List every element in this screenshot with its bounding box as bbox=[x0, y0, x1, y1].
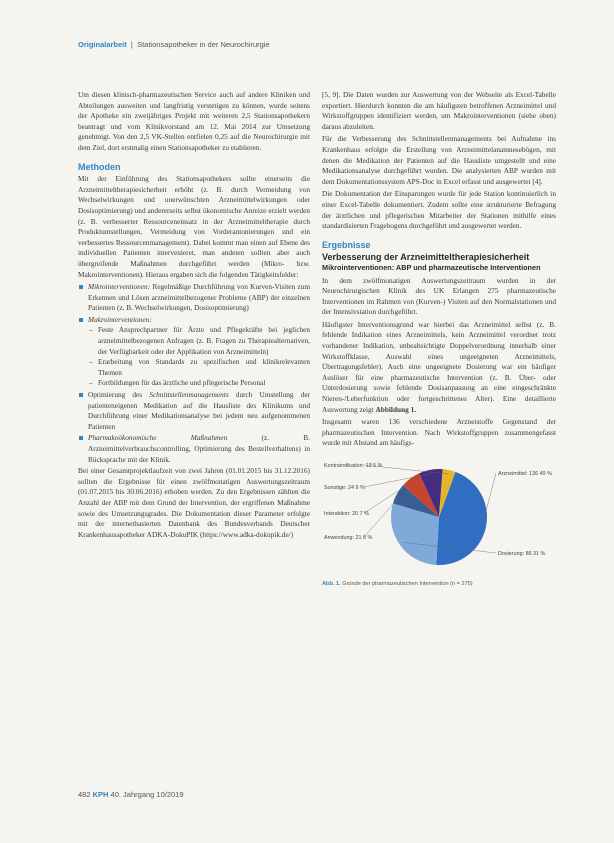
paragraph: [5, 9]. Die Daten wurden zur Auswertung von der Webseite als Excel-Tabelle exportiert. Hierdurch konnten die am häufigsten betroffenen Arzneimittel und Wirkstoffgruppen identifiziert werden, um Makrointerventionen (siehe oben) daraus abzuleiten. bbox=[322, 90, 556, 131]
slice-label: Kontraindikation: 13 5 % bbox=[324, 463, 383, 469]
figure-reference: Abbildung 1. bbox=[375, 404, 417, 414]
list-item bbox=[88, 390, 310, 432]
journal-name: KPH bbox=[92, 790, 109, 799]
methods-heading: Methoden bbox=[78, 161, 121, 172]
methods-paragraph: Mit der Einführung des Stationsapothekers sollte einerseits die Arzneimitteltherapiesicherheit erhöht (z. B. durch Vermeidung von Wechselwirkungen und unerwünschten Arzneimittelwirkungen oder Dosisoptimierung) und andererseits selbst ökonomische Anreize erzielt werden (z. B. verbesserter Ressourceneinsatz in der Arzneimitteltherapie durch Produktumstellungen, Vermeidung von Vorderantonierungen und ein verbessertes Ressourcenmanagement). Dabei kommt man einen auf Ebene des individuellen Patienten intervenieret, man andeten sollten aber auch übergreifende Maßnahmen durchgeführt werden (Mikro- bzw. Makrointerventionen). Hieraus ergaben sich die folgenden Tätigkeitsfelder: bbox=[78, 174, 310, 279]
slice-label: Arzneimittel: 136 49 % bbox=[498, 471, 552, 477]
slice-label: Anwendung: 21 8 % bbox=[324, 535, 373, 541]
caption-text: Gründe der pharmazeutischen Intervention (n = 275) bbox=[342, 581, 473, 587]
right-column bbox=[322, 90, 556, 590]
sub-list-item: – Erarbeitung von Standards zu spezifischen und klinikrelevanten Themen bbox=[98, 357, 310, 378]
sub-list-item: – Feste Ansprechpartner für Ärzte und Pflegekräfte bei jeglichen arzneimittelbezogenen Anfragen (z. B. Fragen zu Therapiealternativen, der Verfügbarkeit oder der Applikation von Arzneimitteln) bbox=[98, 325, 310, 357]
bullet-prefix: Optimierung des bbox=[88, 390, 143, 400]
caption-label: Abb. 1. bbox=[322, 581, 341, 587]
bullet-label: Makrointerventionen: bbox=[88, 314, 152, 324]
bullet-text: Regelmäßige Durchführung von Kurven-Visiten zum Erkennen und Lösen arzneimittelbezogener Probleme (ABP) der einzelnen Patienten (z. B. Wechselwirkungen, Dosisoptimierung) bbox=[88, 282, 310, 313]
slice-leader-line bbox=[482, 473, 496, 526]
figure-caption bbox=[322, 579, 556, 590]
list-item bbox=[88, 315, 310, 389]
article-type: Originalarbeit bbox=[78, 40, 127, 49]
outro-paragraph: Bei einer Gesamtprojektlaufzeit von zwei Jahren (01.01.2015 bis 31.12.2016) sollten die Ergebnisse für einen zwölfmonatigen Auswertungszeitraum (01.07.2015 bis 30.06.2016) erhoben werden. Zu den Ergebnissen zählten die Anzahl der ABP mit dem Grund der Intervention, der ergriffenen Maßnahme sowie des Umsetzungsgrades. Die Dokumentation dieser Parameter erfolgte mit der internetbasierten Datenbank des Bundesverbands Deutscher Krankenhausapotheker ADKA-DokuPIK (https://www.adka-dokupik.de/) bbox=[78, 466, 310, 539]
results-heading: Ergebnisse bbox=[322, 239, 371, 250]
bullet-text: durch Umstellung der patienteneigenen Medikation auf die Hausliste des Klinikums und Durchführung einer Medikationsanalyse bei jedem neu aufgenommenen Patienten bbox=[88, 390, 310, 431]
paragraph: Insgesamt waren 136 verschiedene Arzneistoffe Gegenstand der pharmazeutischen Intervention. Nach Wirkstoffgruppen zusammengefasst wurde mit Abstand am häufigs- bbox=[322, 417, 556, 448]
left-column bbox=[78, 90, 310, 542]
journal-issue: 40. Jahrgang 10/2019 bbox=[110, 790, 184, 799]
list-item bbox=[88, 433, 310, 465]
intro-paragraph: Um diesen klinisch-pharmazeutischen Service auch auf andere Kliniken und Abteilungen ausweiten und langfristig verstetigen zu können, wurde seitens der Apotheke ein zweijähriges Projekt mit weiteren 2,5 Stationsapothekern beantragt und vom Klinikvorstand am 12. Mai 2014 zur Umsetzung genehmigt. Von den 2,5 VK-Stellen entfielen 0,25 auf die Neurochirurgie mit dem Ziel, dort erstmalig einen Stationsapotheker zu etablieren. bbox=[78, 90, 310, 152]
paragraph: Die Dokumentation der Einsparungen wurde für jede Station kontinuierlich in einer Excel-Tabelle dokumentiert. Zudem sollte eine strukturierte Befragung der ärztlichen und pflegerischen Mitarbeiter der Stationen mithilfe eines standardisierten Fragebogens durchgeführt und ausgewertet werden. bbox=[322, 189, 556, 231]
figure bbox=[322, 455, 556, 590]
sub-list-item: – Fortbildungen für das ärztliche und pflegerische Personal bbox=[98, 378, 310, 389]
slice-label: Sonstige: 24 9 % bbox=[324, 485, 365, 491]
paragraph: In dem zwölfmonatigen Auswertungszeitraum wurden in der Neurochirurgischen Klinik des UK Erlangen 275 pharmazeutische Interventionen im Rahmen von (Kurven-) Visiten auf den Normalstationen und der Intensivstation durchgeführt. bbox=[322, 275, 556, 317]
paragraph-text: Häufigster Interventionsgrund war hierbei das Arzneimittel selbst (z. B. fehlende Indikation eines Arzneimittels, kein Arzneimittel verordnet trotz vorhandener Indikation, unbeabsichtigte Doppelverordnung innerhalb einer Wirkstoffklasse, Auswahl eines ungeeigneten Arzneimittels, Übertragungsfehler). Auch eine ungeeignete Dosierung war ein häufiger Auslöser für eine pharmazeutische Intervention (z. B. Über- oder Unterdosierung sowie fehlende Dosisanpassung an eine eingeschränkte Nieren-/Leberfunktion oder fortgeschrittenes Alter). Eine detaillierte Auswertung zeigt bbox=[322, 319, 556, 414]
sub-list bbox=[88, 325, 310, 389]
slice-label: Dosierung: 86 31 % bbox=[498, 551, 546, 557]
pie-chart bbox=[322, 455, 556, 577]
bullet-label: Pharmakoökonomische Maßnahmen bbox=[88, 433, 228, 443]
activity-list bbox=[78, 282, 310, 465]
results-subheading: Verbesserung der Arzneimitteltherapiesicherheit bbox=[322, 252, 530, 263]
results-subsubheading: Mikrointerventionen: ABP und pharmazeutische Interventionen bbox=[322, 262, 541, 272]
list-item bbox=[88, 282, 310, 314]
header-topic: Stationsapotheker in der Neurochirurgie bbox=[137, 40, 270, 49]
page-footer bbox=[78, 790, 184, 799]
page-number: 482 bbox=[78, 790, 91, 799]
running-header: Originalarbeit | Stationsapotheker in der Neurochirurgie bbox=[78, 40, 270, 49]
paragraph: Für die Verbesserung des Schnittstellenmanagements bei Aufnahme ins Krankenhaus erfolgte die Erstellung von Arzneimittelanamnesebögen, mit denen die Medikation der Patienten auf die Hausliste umgestellt und eine Medikationsanalyse durchgeführt wurden. Die analysierten ABP wurden mit dem Dokumentationssystem APS-Doc in Excel erfasst und ausgewertet [4]. bbox=[322, 134, 556, 186]
bullet-label: Schnittstellenmanagements bbox=[149, 390, 229, 400]
bullet-label: Mikrointerventionen: bbox=[88, 282, 151, 292]
slice-label: Interaktion: 20 7 % bbox=[324, 511, 369, 517]
paragraph bbox=[322, 320, 556, 415]
bullet-text: (z. B. Arzneimittelverbrauchscontrolling, Optimierung des Bestellverhaltens) in Rücksprache mit der Klinik. bbox=[88, 433, 310, 464]
